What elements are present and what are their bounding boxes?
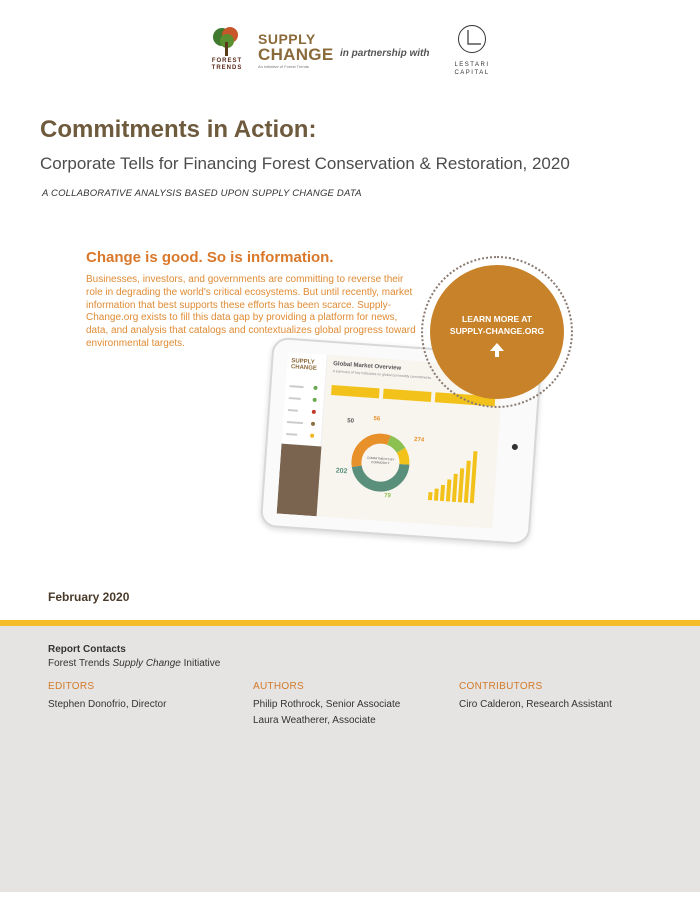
screen-subtitle: A summary of key indicators on global commodity commitments bbox=[332, 369, 432, 380]
forest-trends-wordmark: FOREST TRENDS bbox=[211, 58, 243, 71]
screen-value-3: 274 bbox=[413, 436, 425, 444]
contributors-heading: CONTRIBUTORS bbox=[459, 681, 543, 692]
contributor-1: Ciro Calderon, Research Assistant bbox=[459, 699, 612, 710]
supply-change-word-2: CHANGE bbox=[258, 45, 334, 64]
author-1: Philip Rothrock, Senior Associate bbox=[253, 699, 401, 710]
authors-heading: AUTHORS bbox=[253, 681, 304, 692]
editors-heading: EDITORS bbox=[48, 681, 95, 692]
screen-value-5: 79 bbox=[383, 492, 392, 500]
page-title: Commitments in Action: bbox=[40, 116, 317, 143]
screen-title: Global Market Overview bbox=[332, 361, 402, 372]
forest-trends-logo bbox=[203, 26, 251, 80]
report-contacts-org bbox=[48, 658, 220, 669]
learn-more-line-1: LEARN MORE AT bbox=[462, 314, 532, 324]
promo-heading: Change is good. So is information. bbox=[86, 249, 334, 266]
arrow-up-icon bbox=[488, 342, 506, 358]
promo-body: Businesses, investors, and governments are committing to reverse their role in degrading the world's critical ecosystems. But until recently, market information that best supports these efforts has been scarce. Supply-Change.org exists to fill this data gap by providing a platform for news, data, and analysis that catalogs and contextualizes global progress toward environmental targets. bbox=[86, 274, 416, 349]
screen-logo-line-1: SUPPLY bbox=[291, 358, 315, 366]
lestari-capital-logo bbox=[447, 24, 497, 80]
report-contacts-title: Report Contacts bbox=[48, 644, 126, 655]
partnership-text: in partnership with bbox=[340, 48, 430, 59]
screen-logo-line-2: CHANGE bbox=[290, 364, 318, 372]
contacts-org-italic: Supply Change bbox=[112, 658, 181, 669]
editor-1: Stephen Donofrio, Director bbox=[48, 699, 167, 710]
supply-change-logo bbox=[258, 31, 334, 76]
collaborative-analysis-line: A COLLABORATIVE ANALYSIS BASED UPON SUPPLY CHANGE DATA bbox=[42, 188, 362, 199]
header-logos bbox=[0, 22, 700, 82]
supply-change-tagline: An Initiative of Forest Trends bbox=[258, 64, 309, 69]
supply-change-word-1: SUPPLY bbox=[258, 31, 316, 47]
screen-donut-label: COMMITMENTS BY COMMODITY bbox=[366, 455, 395, 466]
page-subtitle: Corporate Tells for Financing Forest Conservation & Restoration, 2020 bbox=[40, 154, 570, 173]
learn-more-line-2: SUPPLY-CHANGE.ORG bbox=[449, 326, 545, 336]
contacts-org-suffix: Initiative bbox=[180, 658, 221, 669]
learn-more-text[interactable] bbox=[430, 313, 564, 337]
screen-value-1: 50 bbox=[347, 418, 355, 425]
screen-value-2: 56 bbox=[373, 416, 381, 423]
lestari-wordmark: LESTARI CAPITAL bbox=[454, 62, 490, 76]
screen-value-4: 202 bbox=[335, 467, 348, 476]
lestari-circle-icon bbox=[457, 24, 487, 54]
report-date: February 2020 bbox=[48, 590, 130, 604]
contacts-org-prefix: Forest Trends bbox=[48, 658, 113, 669]
author-2: Laura Weatherer, Associate bbox=[253, 715, 376, 726]
tree-icon bbox=[209, 26, 245, 56]
